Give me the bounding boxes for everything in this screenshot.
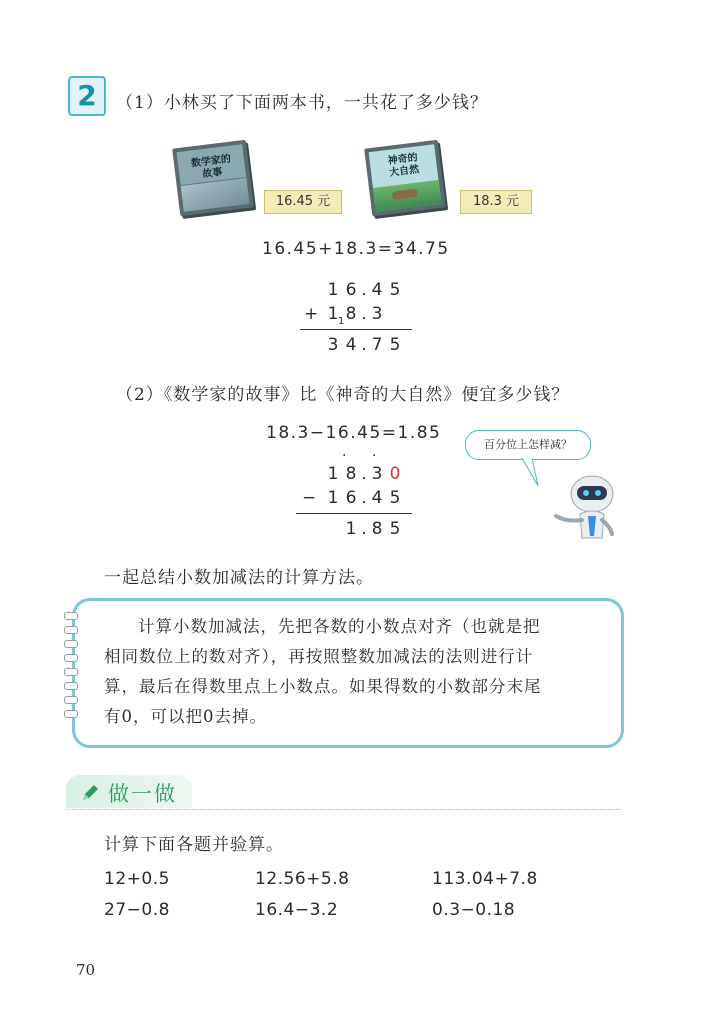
summary-intro: 一起总结小数加减法的计算方法。 xyxy=(104,568,374,588)
addend-2-row xyxy=(324,304,386,324)
borrow-dot: · xyxy=(372,448,377,464)
digit: 5 xyxy=(389,280,401,300)
exercise-item: 0.3−0.18 xyxy=(432,900,516,920)
exercise-item: 113.04+7.8 xyxy=(432,869,538,889)
exercise-item: 12+0.5 xyxy=(104,869,170,889)
summary-line: 计算小数加减法，先把各数的小数点对齐（也就是把 xyxy=(138,617,541,636)
page-number: 70 xyxy=(76,961,96,979)
minus-sign: − xyxy=(302,488,317,508)
digit: 3 xyxy=(371,304,383,324)
digit: 4 xyxy=(371,280,383,300)
digit: 8 xyxy=(345,304,357,324)
practice-divider xyxy=(66,809,621,810)
pencil-icon xyxy=(80,783,100,803)
exercise-item: 16.4−3.2 xyxy=(255,900,339,920)
digit: 1 xyxy=(345,519,357,539)
decimal-point: . xyxy=(361,335,367,355)
digit: 8 xyxy=(371,519,383,539)
sum-row xyxy=(324,335,404,355)
decimal-point: . xyxy=(361,488,367,508)
digit: 3 xyxy=(371,464,383,484)
decimal-point: . xyxy=(361,464,367,484)
robot-icon xyxy=(552,470,618,540)
digit: 5 xyxy=(389,519,401,539)
digit: 8 xyxy=(345,464,357,484)
exercise-item: 27−0.8 xyxy=(104,900,170,920)
book-nature-image xyxy=(364,140,446,217)
summary-text xyxy=(104,612,600,732)
digit: 5 xyxy=(389,488,401,508)
addend-1-row xyxy=(324,280,404,300)
borrow-dot: · xyxy=(342,448,347,464)
problem-number-badge: 2 xyxy=(68,76,106,116)
difference-row xyxy=(342,519,404,539)
digit: 7 xyxy=(371,335,383,355)
addition-rule xyxy=(300,329,412,330)
summary-line: 相同数位上的数对齐），再按照整数加减法的法则进行计 xyxy=(104,647,534,666)
digit: 3 xyxy=(327,335,339,355)
decimal-point: . xyxy=(361,519,367,539)
notebook-rings xyxy=(64,612,82,732)
book2-price-tag: 18.3 元 xyxy=(460,190,532,214)
speech-bubble-tail xyxy=(520,458,540,488)
practice-title: 做一做 xyxy=(108,782,177,806)
summary-line: 有0，可以把0去掉。 xyxy=(104,707,267,726)
practice-instruction: 计算下面各题并验算。 xyxy=(104,835,284,855)
digit: 6 xyxy=(345,280,357,300)
carry-mark: 1 xyxy=(338,316,345,327)
vertical-addition xyxy=(300,280,412,360)
addition-equation: 16.45+18.3=34.75 xyxy=(262,239,450,259)
digit: 5 xyxy=(389,335,401,355)
digit: 6 xyxy=(345,488,357,508)
decimal-point: . xyxy=(361,280,367,300)
book1-price-tag: 16.45 元 xyxy=(264,190,342,214)
added-zero: 0 xyxy=(389,464,401,484)
book1-title-line1: 数学家的 xyxy=(190,153,232,170)
exercise-item: 12.56+5.8 xyxy=(255,869,350,889)
summary-line: 算，最后在得数里点上小数点。如果得数的小数部分末尾 xyxy=(104,677,542,696)
decimal-point: . xyxy=(361,304,367,324)
digit: 1 xyxy=(327,280,339,300)
book2-title-line2: 大自然 xyxy=(388,164,420,179)
plus-sign: + xyxy=(304,304,319,324)
digit: 1 xyxy=(327,304,339,324)
vertical-subtraction xyxy=(296,448,412,544)
book-math-stories-image xyxy=(172,140,254,217)
digit: 4 xyxy=(345,335,357,355)
digit: 1 xyxy=(327,488,339,508)
speech-bubble: 百分位上怎样减？ xyxy=(465,430,591,460)
minuend-row xyxy=(324,464,404,484)
question-2-text: （2）《数学家的故事》比《神奇的大自然》便宜多少钱？ xyxy=(116,385,570,405)
book2-title-line1: 神奇的 xyxy=(387,152,419,167)
subtraction-rule xyxy=(296,513,412,514)
digit: 4 xyxy=(371,488,383,508)
book1-title-line2: 故事 xyxy=(201,166,224,181)
digit: 1 xyxy=(327,464,339,484)
subtraction-equation: 18.3−16.45=1.85 xyxy=(266,423,442,443)
question-1-text: （1）小林买了下面两本书，一共花了多少钱？ xyxy=(116,93,488,113)
subtrahend-row xyxy=(324,488,404,508)
